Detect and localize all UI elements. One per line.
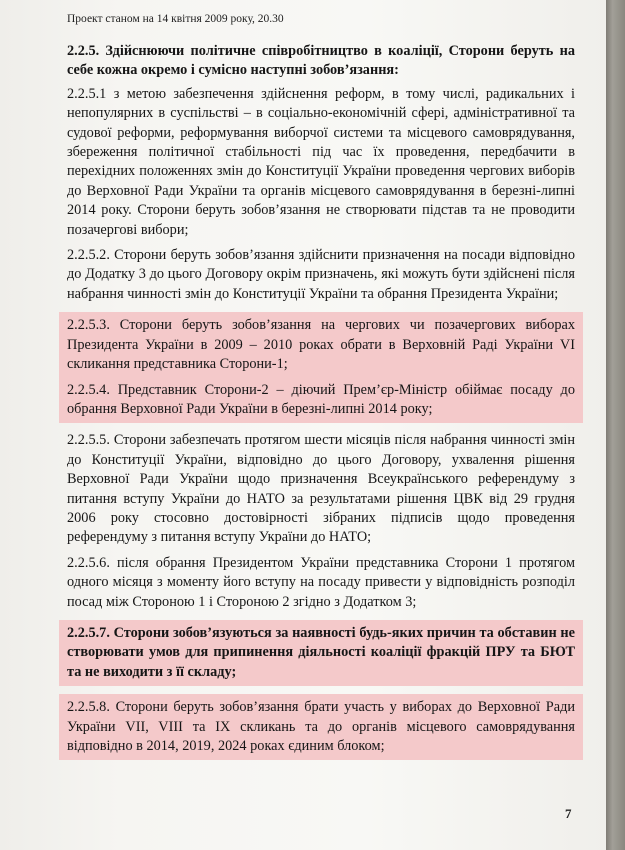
page-number: 7 bbox=[565, 806, 572, 821]
page-header: Проект станом на 14 квітня 2009 року, 20.30 bbox=[67, 13, 284, 25]
document-body bbox=[67, 42, 575, 768]
highlight-block-1 bbox=[59, 312, 583, 423]
section-title: 2.2.5. Здійснюючи політичне співробітництво в коаліції, Сторони беруть на себе кожна окремо і сумісно наступні зобов’язання: bbox=[67, 43, 575, 79]
clause-2-2-5-8: 2.2.5.8. Сторони беруть зобов’язання брати участь у виборах до Верховної Ради України VII, VIII та IX скликань та до органів місцевого самоврядування відповідно в 2014, 2019, 2024 роках єдиним блоком; bbox=[67, 699, 575, 754]
page-edge-shadow bbox=[606, 0, 625, 850]
clause-2-2-5-2: 2.2.5.2. Сторони беруть зобов’язання здійснити призначення на посади відповідно до Додатку 3 до цього Договору окрім призначень, які можуть бути здійснені після набрання чинності змін до Конституції України та обрання Президента України; bbox=[67, 247, 575, 302]
highlight-block-3 bbox=[59, 694, 583, 760]
highlight-block-2 bbox=[59, 620, 583, 686]
clause-2-2-5-4: 2.2.5.4. Представник Сторони-2 – діючий Прем’єр-Міністр обіймає посаду до обрання Верховної Ради України в березні-липні 2014 року; bbox=[67, 381, 575, 417]
clause-2-2-5-5: 2.2.5.5. Сторони забезпечать протягом шести місяців після набрання чинності змін до Конституції України, відповідно до цього Договору, ухвалення рішення Верховної Ради України щодо призначення Всеукраїнського референдуму з питання вступу України до НАТО за результатами рішення ЦВК від 29 грудня 2006 року стосовно достовірності зібраних підписів щодо проведення референдуму з питання вступу України до НАТО; bbox=[67, 432, 575, 546]
clause-2-2-5-1: 2.2.5.1 з метою забезпечення здійснення реформ, в тому числі, радикальних і непопулярних в суспільстві – в соціально-економічній сфері, адміністративної та судової реформи, реформування виборчої системи та місцевого самоврядування, збереження політичної стабільності під час їх проведення, передбачити в перехідних положеннях змін до Конституції України проведення чергових виборів до Верховної Ради України та органів місцевого самоврядування в березні-липні 2014 року. Сторони беруть зобов’язання не створювати підстав та не проводити позачергові вибори; bbox=[67, 85, 575, 238]
clause-2-2-5-7: 2.2.5.7. Сторони зобов’язуються за наявності будь-яких причин та обставин не створювати умов для припинення діяльності коаліції фракцій ПРУ та БЮТ та не виходити з її складу; bbox=[67, 624, 575, 680]
clause-2-2-5-3: 2.2.5.3. Сторони беруть зобов’язання на чергових чи позачергових виборах Президента України в 2009 – 2010 роках обрати в Верховній Раді України VI скликання представника Сторони-1; bbox=[67, 317, 575, 373]
clause-2-2-5-6: 2.2.5.6. після обрання Президентом України представника Сторони 1 протягом одного місяця з моменту його вступу на посаду привести у відповідність розподіл посад між Стороною 1 і Стороною 2 згідно з Додатком 3; bbox=[67, 554, 575, 610]
